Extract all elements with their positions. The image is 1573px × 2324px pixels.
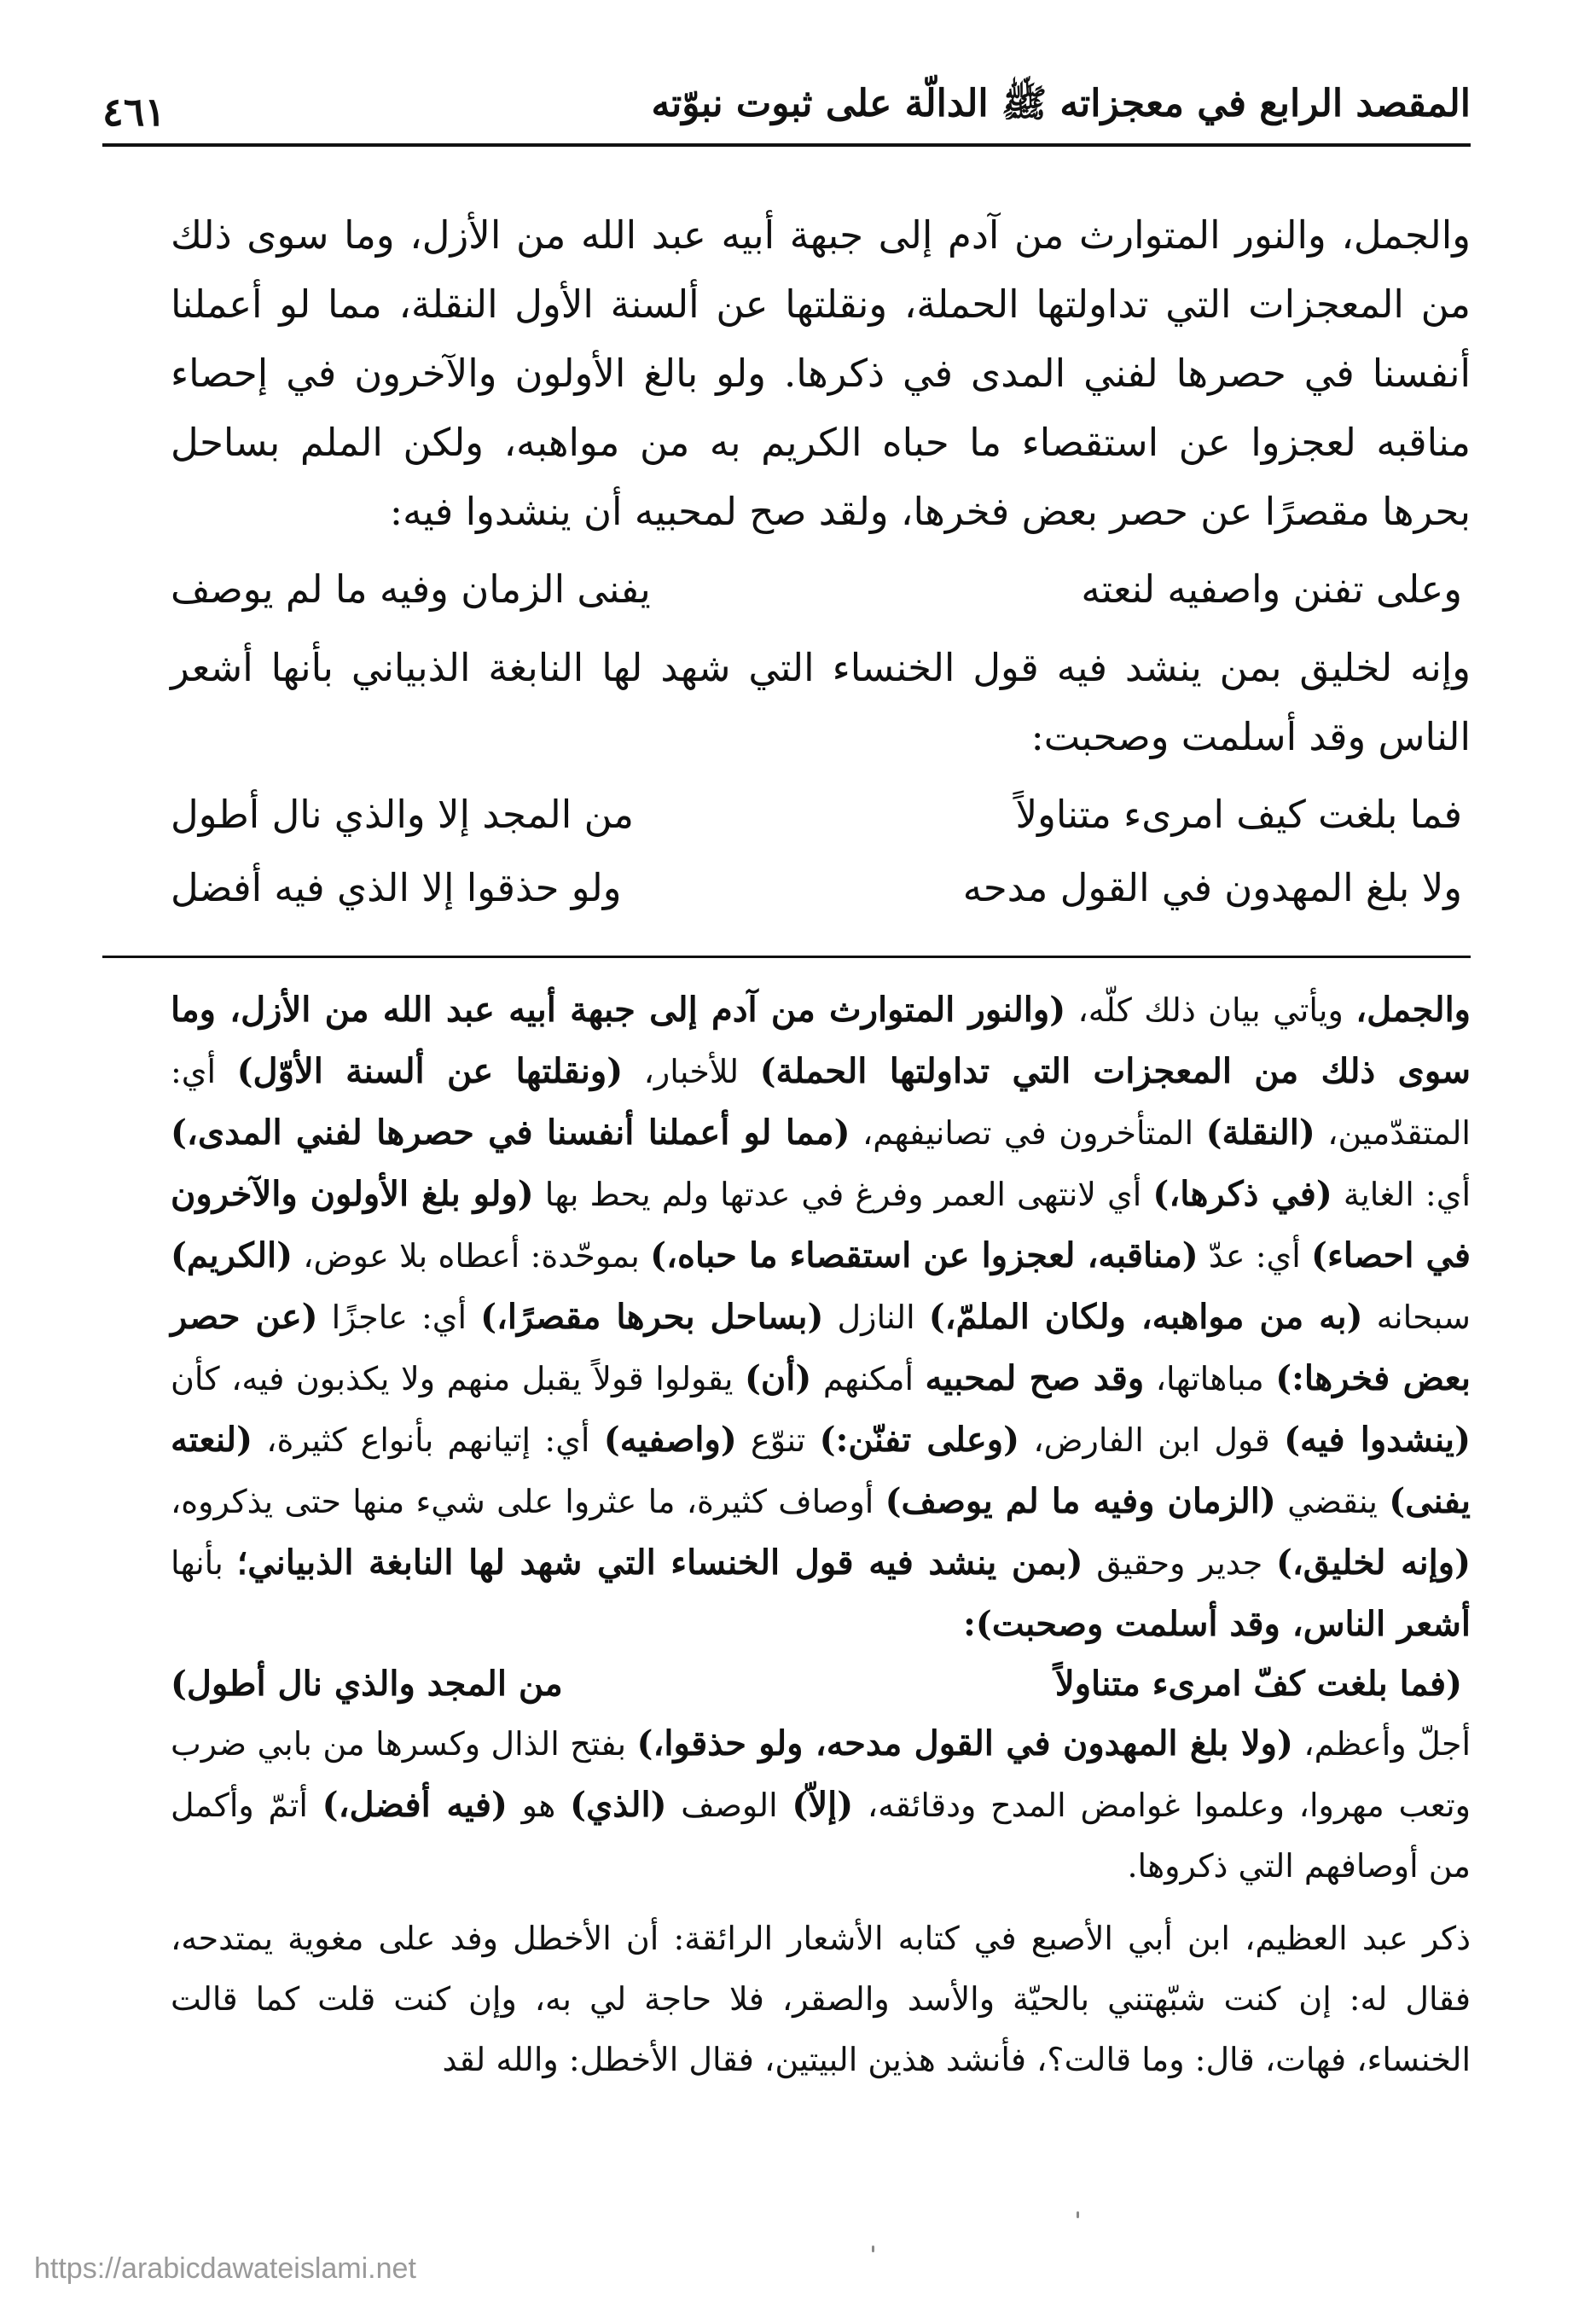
verse-2	[171, 778, 1471, 851]
commentary-paragraph-2: أجلّ وأعظم، (ولا بلغ المهدون في القول مدحه، ولو حذقوا،) بفتح الذال وكسرها من بابي ضرب وتعب مهروا، وعلموا غوامض المدح ودقائقه، (إلاّ) الوصف (الذي) هو (فيه أفضل،) أتمّ وأكمل من أوصافهم التي ذكروها.	[171, 1723, 1471, 1885]
main-paragraph-2: وإنه لخليق بمن ينشد فيه قول الخنساء التي شهد لها النابغة الذبياني بأنها أشعر الناس وقد أسلمت وصحبت:	[171, 645, 1471, 759]
verse-block-2	[171, 778, 1471, 925]
commentary-verse	[171, 1655, 1471, 1713]
commentary-verse-second: من المجد والذي نال أطول)	[171, 1664, 563, 1704]
header-rule	[102, 143, 1471, 147]
verse-3	[171, 851, 1471, 925]
commentary-paragraph-3: ذكر عبد العظيم، ابن أبي الأصبع في كتابه الأشعار الرائقة: أن الأخطل وفد على مغوية يمتدحه، فقال له: إن كنت شبّهتني بالحيّة والأسد والصقر، فلا حاجة لي به، وإن كنت قلت كما قالت الخنساء، فهات، قال: وما قالت؟، فأنشد هذين البيتين، فقال الأخطل: والله لقد	[171, 1920, 1471, 2078]
ink-speck	[872, 2246, 874, 2252]
verse-1	[171, 553, 1471, 626]
page-number: ٤٦١	[102, 89, 166, 135]
verse-1-second-hemistich: يفنى الزمان وفيه ما لم يوصف	[171, 566, 651, 612]
main-paragraph-1: والجمل، والنور المتوارث من آدم إلى جبهة أبيه عبد الله من الأزل، وما سوى ذلك من المعجزات التي تداولتها الحملة، ونقلتها عن ألسنة الأول النقلة، مما لو أعملنا أنفسنا في حصرها لفني المدى في ذكرها. ولو بالغ الأولون والآخرون في إحصاء مناقبه لعجزوا عن استقصاء ما حباه الكريم به من مواهبه، ولكن الملم بساحل بحرها مقصرًا عن حصر بعض فخرها، ولقد صح لمحبيه أن ينشدوا فيه:	[171, 212, 1471, 534]
commentary	[171, 979, 1471, 2090]
commentary-verse-first: (فما بلغت كفّ امرىء متناولاً	[1054, 1664, 1462, 1704]
verse-3-first-hemistich: ولا بلغ المهدون في القول مدحه	[962, 865, 1462, 910]
main-text	[171, 200, 1471, 932]
separator-rule	[102, 956, 1471, 958]
page-header	[102, 67, 1471, 135]
commentary-paragraph-1: والجمل، ويأتي بيان ذلك كلّه، (والنور المتوارث من آدم إلى جبهة أبيه عبد الله من الأزل، وما سوى ذلك من المعجزات التي تداولتها الحملة) للأخبار، (ونقلتها عن ألسنة الأوّل) أي: المتقدّمين، (النقلة) المتأخرون في تصانيفهم، (مما لو أعملنا أنفسنا في حصرها لفني المدى،) أي: الغاية (في ذكرها،) أي لانتهى العمر وفرغ في عدتها ولم يحط بها (ولو بلغ الأولون والآخرون في احصاء) أي: عدّ (مناقبه، لعجزوا عن استقصاء ما حباه،) بموحّدة: أعطاه بلا عوض، (الكريم) سبحانه (به من مواهبه، ولكان الملمّ،) النازل (بساحل بحرها مقصرًا،) أي: عاجزًا (عن حصر بعض فخرها:) مباهاتها، وقد صح لمحبيه أمكنهم (أن) يقولوا قولاً يقبل منهم ولا يكذبون فيه، كأن (ينشدوا فيه) قول ابن الفارض، (وعلى تفنّن:) تنوّع (واصفيه) أي: إتيانهم بأنواع كثيرة، (لنعته يفنى) ينقضي (الزمان وفيه ما لم يوصف) أوصاف كثيرة، ما عثروا على شيء منها حتى يذكروه، (وإنه لخليق،) جدير وحقيق (بمن ينشد فيه قول الخنساء التي شهد لها النابغة الذبياني؛ بأنها أشعر الناس، وقد أسلمت وصحبت):	[171, 990, 1471, 1644]
verse-1-first-hemistich: وعلى تفنن واصفيه لنعته	[1081, 566, 1462, 612]
verse-2-first-hemistich: فما بلغت كيف امرىء متناولاً	[1015, 792, 1462, 837]
ink-speck	[1077, 2211, 1079, 2218]
verse-3-second-hemistich: ولو حذقوا إلا الذي فيه أفضل	[171, 865, 622, 910]
watermark-url: https://arabicdawateislami.net	[34, 2252, 416, 2285]
verse-2-second-hemistich: من المجد إلا والذي نال أطول	[171, 792, 634, 837]
running-title: المقصد الرابع في معجزاته ﷺ الدالّة على ثبوت نبوّته	[651, 82, 1471, 125]
verse-block-1	[171, 553, 1471, 626]
